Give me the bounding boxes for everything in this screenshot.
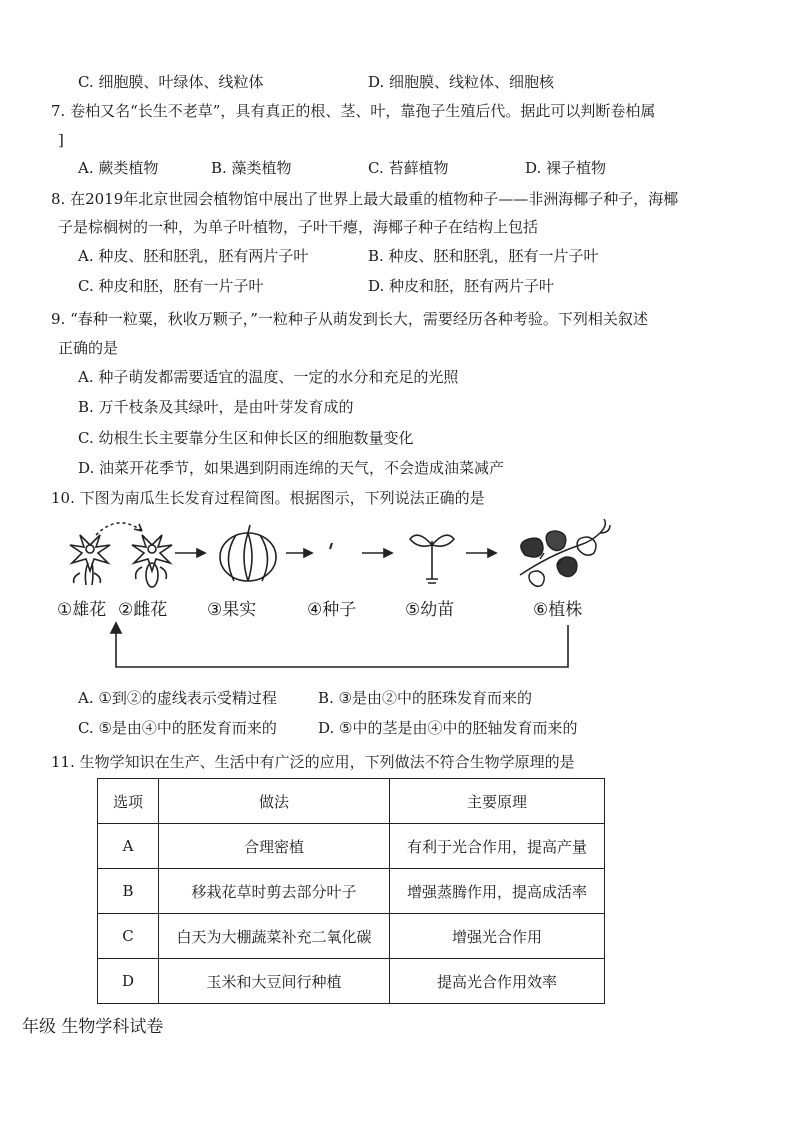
q9-option-c: C. 幼根生长主要靠分生区和伸长区的细胞数量变化 xyxy=(78,429,414,447)
cell-option: B xyxy=(98,869,159,914)
q7-option-c: C. 苔藓植物 xyxy=(368,159,449,177)
q7-option-b: B. 藻类植物 xyxy=(211,159,292,177)
q8-option-c: C. 种皮和胚，胚有一片子叶 xyxy=(78,277,264,295)
q11-table xyxy=(97,778,605,1004)
arrow xyxy=(362,549,392,557)
cell-option: C xyxy=(98,914,159,959)
label-male-flower: ①雄花 xyxy=(57,600,107,620)
q7-option-d: D. 裸子植物 xyxy=(525,159,607,177)
cell-option: A xyxy=(98,824,159,869)
label-seedling: ⑤幼苗 xyxy=(405,600,455,620)
q11-stem: 11. 生物学知识在生产、生活中有广泛的应用，下列做法不符合生物学原理的是 xyxy=(51,753,575,771)
seed-icon xyxy=(330,543,332,549)
label-female-flower: ②雌花 xyxy=(118,600,168,620)
q9-stem-line1: 9. “春种一粒粟，秋收万颗子，”一粒种子从萌发到长大，需要经历各种考验。下列相关叙述 xyxy=(51,310,648,328)
q7-stem-line2: ] xyxy=(58,131,64,149)
label-plant: ⑥植株 xyxy=(533,600,583,620)
arrow xyxy=(286,549,312,557)
q6-option-c: C. 细胞膜、叶绿体、线粒体 xyxy=(78,73,264,91)
q10-option-b: B. ③是由②中的胚珠发育而来的 xyxy=(318,689,533,707)
table-header-row xyxy=(98,779,605,824)
q8-option-d: D. 种皮和胚，胚有两片子叶 xyxy=(368,277,555,295)
arrow xyxy=(466,549,496,557)
table-row xyxy=(98,869,605,914)
pumpkin-icon xyxy=(220,525,276,581)
cell-principle: 提高光合作用效率 xyxy=(390,959,605,1004)
q8-option-b: B. 种皮、胚和胚乳，胚有一片子叶 xyxy=(368,247,599,265)
label-fruit: ③果实 xyxy=(207,600,257,620)
seedling-icon xyxy=(410,535,454,583)
q10-option-a: A. ①到②的虚线表示受精过程 xyxy=(78,689,277,707)
header-practice: 做法 xyxy=(159,779,390,824)
q9-option-a: A. 种子萌发都需要适宜的温度、一定的水分和充足的光照 xyxy=(78,368,459,386)
table-row xyxy=(98,959,605,1004)
cycle-arrow xyxy=(111,623,568,667)
q10-option-d: D. ⑤中的茎是由④中的胚轴发育而来的 xyxy=(318,719,578,737)
q10-stem: 10. 下图为南瓜生长发育过程简图。根据图示，下列说法正确的是 xyxy=(51,489,485,507)
male-flower-icon xyxy=(70,535,110,585)
cell-principle: 增强蒸腾作用，提高成活率 xyxy=(390,869,605,914)
q8-stem-line2: 子是棕榈树的一种，为单子叶植物，子叶干瘪，海椰子种子在结构上包括 xyxy=(58,218,539,236)
q9-option-b: B. 万千枝条及其绿叶，是由叶芽发育成的 xyxy=(78,398,354,416)
cell-practice: 合理密植 xyxy=(159,824,390,869)
q10-option-c: C. ⑤是由④中的胚发育而来的 xyxy=(78,719,277,737)
cell-practice: 玉米和大豆间行种植 xyxy=(159,959,390,1004)
cell-principle: 增强光合作用 xyxy=(390,914,605,959)
q7-option-a: A. 蕨类植物 xyxy=(78,159,159,177)
q8-stem-line1: 8. 在2019年北京世园会植物馆中展出了世界上最大最重的植物种子——非洲海椰子种子，海椰 xyxy=(51,190,679,208)
q8-option-a: A. 种皮、胚和胚乳，胚有两片子叶 xyxy=(78,247,309,265)
cell-option: D xyxy=(98,959,159,1004)
q6-option-d: D. 细胞膜、线粒体、细胞核 xyxy=(368,73,555,91)
table-row xyxy=(98,914,605,959)
q7-stem-line1: 7. 卷柏又名“长生不老草”，具有真正的根、茎、叶，靠孢子生殖后代。据此可以判断卷柏属 xyxy=(51,102,656,120)
cell-practice: 移栽花草时剪去部分叶子 xyxy=(159,869,390,914)
plant-icon xyxy=(520,519,610,586)
q9-stem-line2: 正确的是 xyxy=(58,339,119,357)
female-flower-icon xyxy=(132,535,172,587)
label-seed: ④种子 xyxy=(307,600,357,620)
table-row xyxy=(98,824,605,869)
header-option: 选项 xyxy=(98,779,159,824)
cell-practice: 白天为大棚蔬菜补充二氧化碳 xyxy=(159,914,390,959)
cell-principle: 有利于光合作用，提高产量 xyxy=(390,824,605,869)
q9-option-d: D. 油菜开花季节，如果遇到阴雨连绵的天气，不会造成油菜减产 xyxy=(78,459,505,477)
page-footer: 年级 生物学科试卷 xyxy=(22,1017,164,1037)
header-principle: 主要原理 xyxy=(390,779,605,824)
arrow xyxy=(175,549,205,557)
